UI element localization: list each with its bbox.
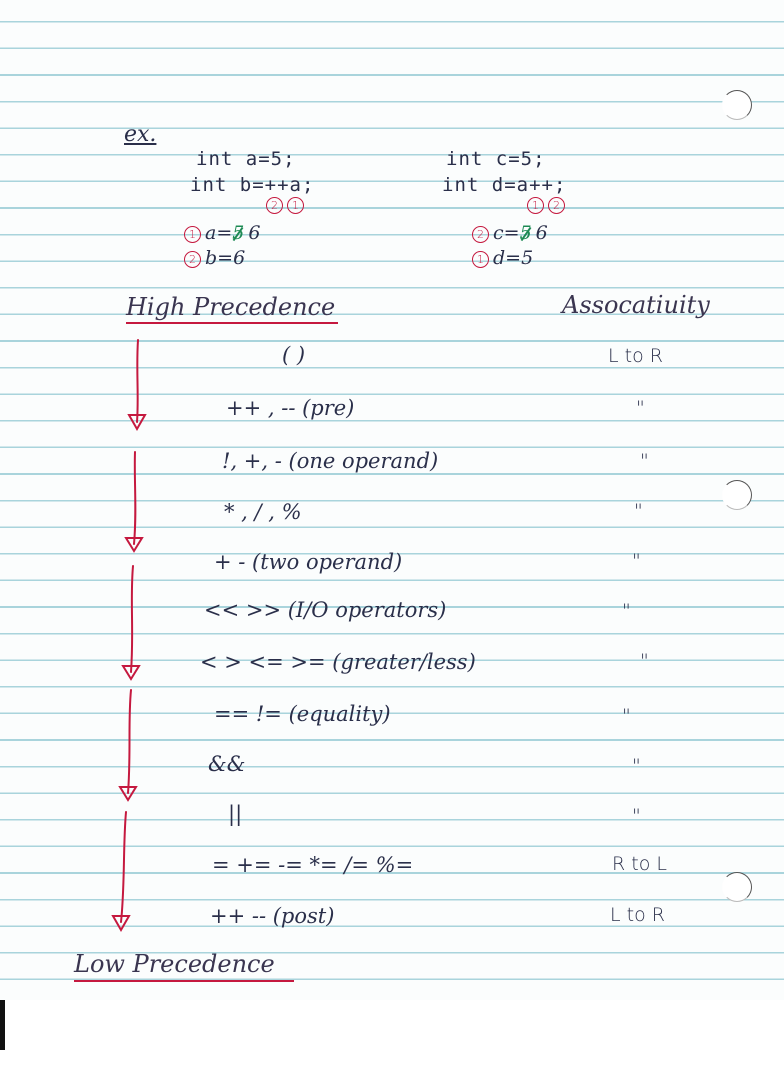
scan-edge-mark [0,1000,5,1050]
example-label: ex. [124,122,157,147]
new-value: 6 [248,222,261,244]
associativity-cell: " [632,550,641,572]
operator-row: + - (two operand) [214,550,403,574]
operator-row: ++ -- (post) [210,904,335,928]
order-marker: 2 [266,197,283,214]
low-precedence-heading: Low Precedence [74,950,275,978]
operator-row: = += -= *= /= %= [212,853,414,877]
associativity-heading: Assocatiuity [562,291,710,319]
step-number: 2 [184,251,201,268]
associativity-cell: L to R [608,345,663,367]
down-arrow-icon [120,690,136,800]
example-right-line2: int d=a++; [442,174,567,196]
order-marker: 1 [287,197,304,214]
example-right-line1: int c=5; [446,148,546,170]
associativity-cell: " [640,450,649,472]
operator-row: ( ) [282,343,306,367]
associativity-cell: " [622,600,631,622]
step-text: b=6 [205,247,246,269]
associativity-cell: " [634,500,643,522]
order-marker: 1 [527,197,544,214]
order-marker: 2 [548,197,565,214]
struck-value: 5 [232,222,245,244]
associativity-cell: " [632,805,641,827]
down-arrow-icon [129,340,145,429]
step-text: d=5 [493,247,534,269]
associativity-cell: " [636,397,645,419]
associativity-cell: " [640,650,649,672]
down-arrow-icon [113,812,129,930]
struck-value: 5 [519,222,532,244]
operator-row: << >> (I/O operators) [204,598,447,622]
down-arrow-icon [123,566,139,679]
step-number: 1 [472,251,489,268]
associativity-cell: R to L [612,853,667,875]
step-lhs: c= [493,222,520,244]
operator-row: < > <= >= (greater/less) [200,650,476,674]
associativity-cell: " [622,705,631,727]
step-number: 1 [184,226,201,243]
operator-row: !, +, - (one operand) [222,449,439,473]
step-lhs: a= [205,222,233,244]
example-left-line1: int a=5; [196,148,296,170]
operator-row: == != (equality) [214,702,391,726]
associativity-cell: " [632,755,641,777]
associativity-cell: L to R [610,904,665,926]
new-value: 6 [535,222,548,244]
down-arrow-icon [126,452,142,551]
operator-row: && [208,752,246,776]
operator-row: || [228,802,243,826]
high-precedence-heading: High Precedence [126,293,336,321]
step-number: 2 [472,226,489,243]
page-bottom-margin [0,1000,784,1079]
operator-row: ++ , -- (pre) [226,396,355,420]
operator-row: * , / , % [224,500,302,524]
example-left-line2: int b=++a; [190,174,315,196]
